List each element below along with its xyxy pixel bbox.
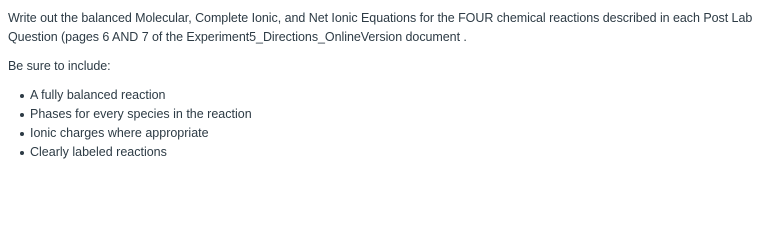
list-item: [20, 124, 773, 143]
list-item-label: Ionic charges where appropriate: [30, 126, 209, 140]
list-item: [20, 105, 773, 124]
bullet-icon: [20, 151, 24, 155]
instructions-paragraph: [8, 9, 778, 47]
list-item-label: Clearly labeled reactions: [30, 145, 167, 159]
instructions-line-1: Write out the balanced Molecular, Complete Ionic, and Net Ionic Equations for the FOUR chemical reactions described in each Post Lab: [8, 11, 753, 25]
bullet-icon: [20, 94, 24, 98]
list-item-label: A fully balanced reaction: [30, 88, 166, 102]
reminder-text: Be sure to include:: [8, 59, 111, 73]
bullet-icon: [20, 132, 24, 136]
list-item: [20, 86, 773, 105]
bullet-icon: [20, 113, 24, 117]
list-item-label: Phases for every species in the reaction: [30, 107, 252, 121]
requirements-list: [8, 86, 773, 162]
instructions-line-2: Question (pages 6 AND 7 of the Experiment5_Directions_OnlineVersion document .: [8, 30, 467, 44]
list-item: [20, 143, 773, 162]
